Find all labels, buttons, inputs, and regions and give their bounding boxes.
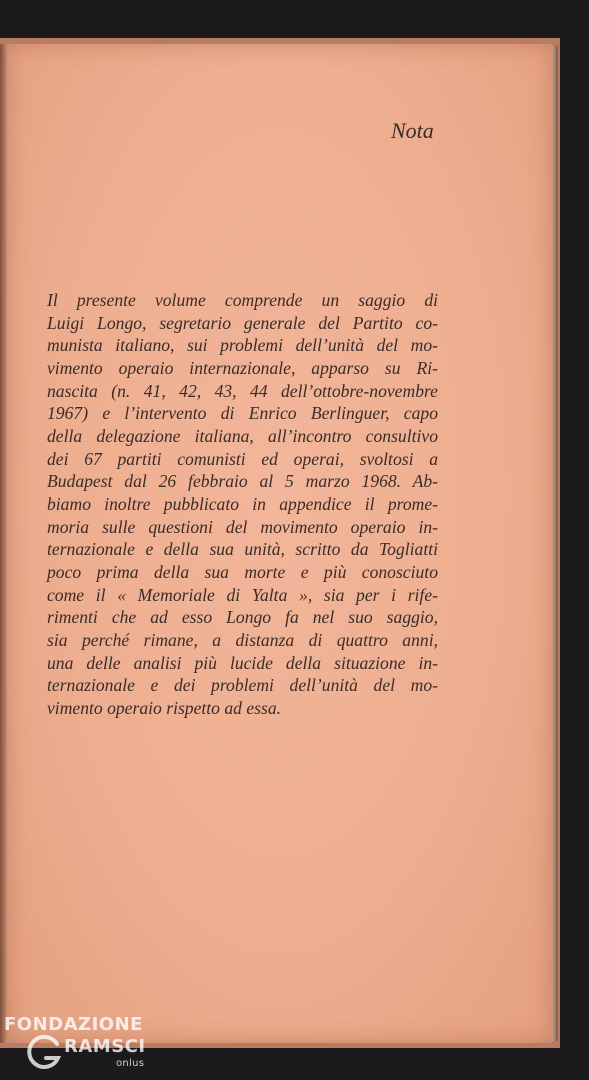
- watermark-line-2: RAMSCI: [64, 1036, 146, 1057]
- body-line: Budapest dal 26 febbraio al 5 marzo 1968. Ab-: [47, 471, 438, 492]
- body-line: poco prima della sua morte e più conosciuto: [47, 561, 438, 582]
- body-line: ternazionale e dei problemi dell’unità del mo-: [47, 675, 438, 696]
- page-left-edge: [0, 44, 7, 1043]
- body-line: moria sulle questioni del movimento operaio in-: [47, 516, 438, 537]
- fondazione-gramsci-watermark: [4, 1014, 154, 1074]
- body-line: vimento operaio internazionale, apparso su Ri-: [47, 357, 438, 378]
- page-heading: Nota: [391, 118, 434, 143]
- body-line: biamo inoltre pubblicato in appendice il prome-: [47, 493, 438, 514]
- body-line: una delle analisi più lucide della situazione in-: [47, 652, 438, 673]
- body-line: nascita (n. 41, 42, 43, 44 dell’ottobre-novembre: [47, 380, 438, 401]
- gramsci-g-logo-icon: [24, 1032, 64, 1072]
- body-line: Il presente volume comprende un saggio di: [47, 290, 438, 310]
- body-line: vimento operaio rispetto ad essa.: [47, 697, 282, 718]
- body-line: della delegazione italiana, all’incontro consultivo: [47, 425, 438, 446]
- body-line: come il « Memoriale di Yalta », sia per i rife-: [47, 584, 438, 605]
- watermark-line-3: onlus: [116, 1058, 145, 1069]
- body-line: rimenti che ad esso Longo fa nel suo saggio,: [47, 607, 438, 628]
- body-paragraph: [47, 289, 438, 719]
- body-line: sia perché rimane, a distanza di quattro anni,: [47, 629, 438, 650]
- body-line: 1967) e l’intervento di Enrico Berlinguer, capo: [47, 403, 438, 424]
- watermark-line-1: FONDAZIONE: [4, 1014, 143, 1035]
- body-line: dei 67 partiti comunisti ed operai, svoltosi a: [47, 448, 438, 469]
- body-line: munista italiano, sui problemi dell’unità del mo-: [47, 335, 438, 356]
- page-right-edge: [552, 46, 558, 1041]
- body-line: ternazionale e della sua unità, scritto da Togliatti: [47, 539, 438, 560]
- body-line: Luigi Longo, segretario generale del Partito co-: [47, 312, 438, 333]
